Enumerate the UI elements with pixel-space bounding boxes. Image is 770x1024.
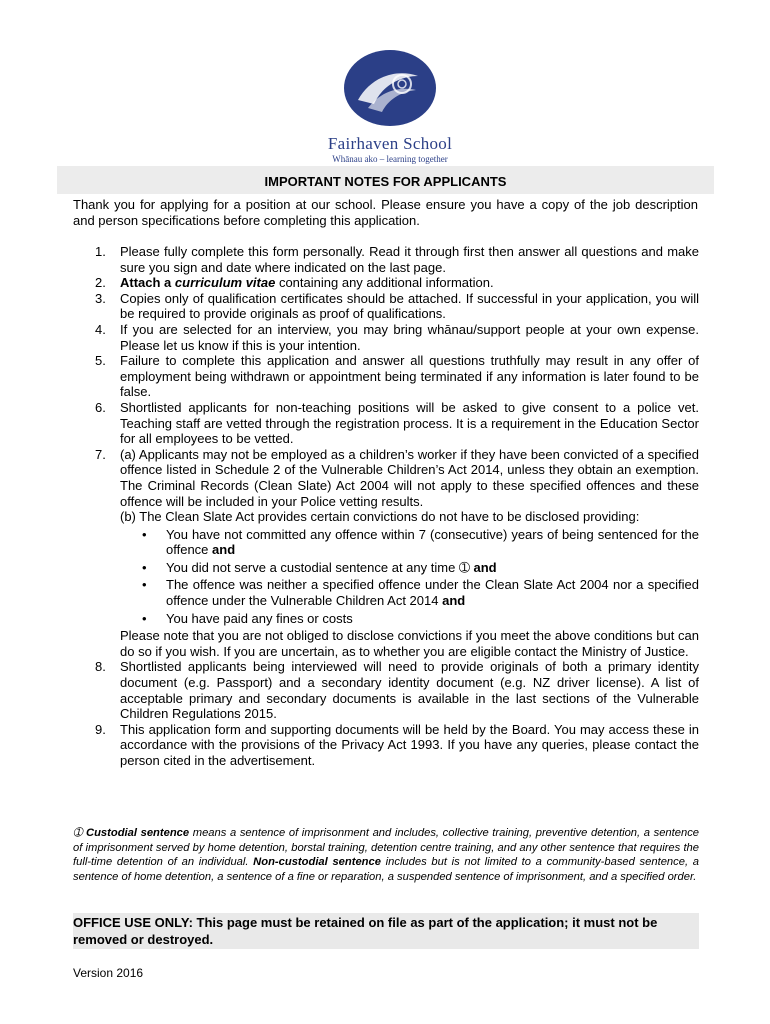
item-text: (b) The Clean Slate Act provides certain convictions do not have to be disclosed providing: <box>120 509 640 525</box>
bullet-icon: • <box>142 610 147 626</box>
item-number: 2. <box>95 275 106 291</box>
item-text: Please fully complete this form personally. Read it through first then answer all questions and make sure you sign and date where indicated on the last page. <box>120 244 699 275</box>
condition-item: • You have not committed any offence within 7 (consecutive) years of being sentenced for the offence and <box>142 526 699 558</box>
footnote-text: includes but is not limited to a community-based sentence, a sentence of home detention, a sentence of a fine or reparation, a suspended sentence of imprisonment, and a specified order. <box>73 856 699 883</box>
school-crest-icon <box>340 48 440 128</box>
item-number: 5. <box>95 353 106 369</box>
item-text: Shortlisted applicants for non-teaching positions will be asked to give consent to a police vet. Teaching staff are vetted through the registration process. It is a requirement in the Education Sector for all employees to be vetted. <box>120 399 699 447</box>
footnote-mark-icon: ➀ <box>458 559 470 575</box>
list-item <box>73 322 699 353</box>
list-item <box>73 447 699 660</box>
bullet-icon: • <box>142 577 147 593</box>
footnote-term: Custodial sentence <box>86 827 190 839</box>
item-number: 3. <box>95 290 106 306</box>
footnote-text: means a sentence of imprisonment and includes, collective training, preventive detention, a sentence of imprisonment served by home detention, borstal training, detention centre training, and any other sentence that requires the full-time detention of an individual. <box>73 827 700 869</box>
school-name: Fairhaven School <box>327 134 453 153</box>
heading-bar <box>57 166 714 194</box>
office-use-notice: OFFICE USE ONLY: This page must be retained on file as part of the application; it must not be removed or destroyed. <box>73 913 699 949</box>
school-tagline: Whānau ako – learning together <box>332 154 448 164</box>
condition-item: • You have paid any fines or costs <box>142 610 353 626</box>
item-text-emphasis: curriculum vitae <box>174 275 276 291</box>
list-item <box>73 275 699 291</box>
item-text: Shortlisted applicants being interviewed will need to provide originals of both a primary identity document (e.g. Passport) and a secondary identity document (e.g. NZ driver license). A list of acceptable primary and secondary documents is available in the last sections of the Vulnerable Children Regulations 2015. <box>120 659 699 722</box>
item-number: 1. <box>95 244 106 259</box>
bullet-icon: • <box>142 526 147 542</box>
item-text-bold: Attach a <box>120 275 175 291</box>
item-note: Please note that you are not obliged to disclose convictions if you meet the above conditions but can do so if you wish. If you are uncertain, as to whether you are eligible contact the Ministry of Justice. <box>120 628 699 659</box>
item-number: 6. <box>95 399 106 415</box>
item-number: 9. <box>95 721 106 737</box>
item-number: 4. <box>95 321 106 337</box>
item-number: 8. <box>95 659 106 675</box>
item-text: Copies only of qualification certificates should be attached. If successful in your application, you will be required to provide originals as proof of qualifications. <box>120 290 699 322</box>
footnote-mark-icon: ➀ <box>73 827 83 839</box>
item-text: This application form and supporting documents will be held by the Board. You may access these in accordance with the provisions of the Privacy Act 1993. If you have any queries, please contact the person cited in the advertisement. <box>120 721 699 768</box>
list-item <box>73 400 699 447</box>
item-text: containing any additional information. <box>275 275 494 291</box>
list-item <box>73 722 699 769</box>
item-text: Failure to complete this application and answer all questions truthfully may result in any offer of employment being withdrawn or appointment being terminated if any information is later found to be false. <box>120 353 699 400</box>
footnote-term: Non-custodial sentence <box>253 856 381 869</box>
intro-paragraph: Thank you for applying for a position at our school. Please ensure you have a copy of the job description and person specifications before completing this application. <box>73 197 698 228</box>
item-number: 7. <box>95 446 106 462</box>
list-item <box>73 659 699 721</box>
page-title: IMPORTANT NOTES FOR APPLICANTS <box>264 174 507 189</box>
list-item <box>73 291 699 322</box>
item-text: If you are selected for an interview, you may bring whānau/support people at your own expense. Please let us know if this is your intention. <box>120 321 699 353</box>
footnote <box>73 826 699 884</box>
version-label: Version 2016 <box>73 966 144 980</box>
list-item <box>73 353 699 400</box>
bullet-icon: • <box>142 559 147 575</box>
condition-item: • The offence was neither a specified offence under the Clean Slate Act 2004 nor a specified offence under the Vulnerable Children Act 2014 and <box>142 577 699 609</box>
list-item <box>73 244 699 275</box>
item-text: (a) Applicants may not be employed as a children’s worker if they have been convicted of a specified offence listed in Schedule 2 of the Vulnerable Children’s Act 2014, unless they obtain an exemption. The Criminal Records (Clean Slate) Act 2004 will not apply to these specified offences and these offence will be included in your Police vetting results. <box>120 446 699 509</box>
condition-item: • You did not serve a custodial sentence at any time ➀ and <box>142 559 497 575</box>
notes-list <box>73 244 699 769</box>
school-logo <box>320 48 460 164</box>
conditions-list <box>120 527 699 627</box>
